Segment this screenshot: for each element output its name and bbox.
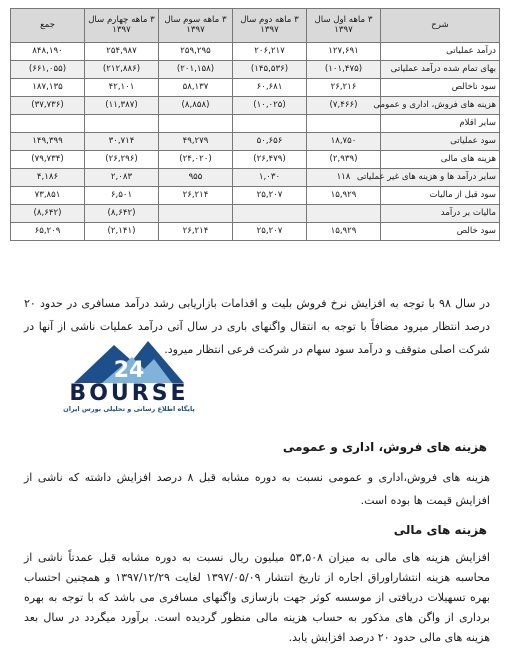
financial-table [10,8,500,241]
logo-number: 24 [113,358,145,383]
intro-paragraph: در سال ۹۸ با توجه به افزایش نرخ فروش بلیت و اقدامات بازاریابی رشد درآمد مسافری در حدود ۲۰ درصد انتظار میرود مضافاً با توجه به انتقال واگنهای باری در سال آتی درآمد عملیات ناشی از آنها در شرکت اصلی متوقف و درآمد سود سهام در شرکت فرعی انتظار میرود. [24,297,490,356]
cell-q3: (۲۴,۰۲۰) [159,151,233,169]
cell-q3: ۹۵۵ [159,169,233,187]
mountain-24-icon [74,339,184,383]
row-description: هزینه های مالی [381,151,500,169]
cell-total: ۶۵,۲۰۹ [11,223,85,241]
row-description: سود قبل از مالیات [381,187,500,205]
cell-q2 [233,115,307,133]
row-description: بهای تمام شده درآمد عملیاتی [381,61,500,79]
cell-total: ۸۴۸,۱۹۰ [11,43,85,61]
bourse24-logo [56,339,202,416]
cell-total: ۴,۱۸۶ [11,169,85,187]
column-header-year: ۱۳۹۷ [334,24,353,35]
cell-q4: ۲۵۴,۹۸۷ [85,43,159,61]
cell-total: (۸,۶۴۲) [11,205,85,223]
cell-q2: ۲۰۶,۲۱۷ [233,43,307,61]
cell-q1: (۷,۴۶۶) [307,97,381,115]
cell-q2: ۶۰,۶۸۱ [233,79,307,97]
row-description: سایر اقلام [381,115,500,133]
table-row [11,97,500,115]
cell-q1: (۲,۹۳۹) [307,151,381,169]
row-description: مالیات بر درآمد [381,205,500,223]
cell-q3: ۲۶,۲۱۴ [159,223,233,241]
cell-q4: (۸,۶۴۲) [85,205,159,223]
cell-q1 [307,205,381,223]
table-row [11,151,500,169]
cell-q2 [233,205,307,223]
cell-q2: (۲۶,۴۷۹) [233,151,307,169]
cell-q4: ۴۲,۱۰۱ [85,79,159,97]
table-row [11,79,500,97]
table-row [11,43,500,61]
column-header-year: ۱۳۹۷ [112,24,131,35]
table-row [11,205,500,223]
cell-q1: ۲۶,۲۱۶ [307,79,381,97]
logo-subtitle: پایگاه اطلاع رسانی و تحلیلی بورس ایران [63,405,195,413]
row-description: سایر درآمد ها و هزینه های غیر عملیاتی [381,169,500,187]
section-body-sales-admin: هزینه های فروش،اداری و عمومی نسبت به دوره مشابه قبل ۸ درصد افزایش داشته که ناشی از افزایش قیمت ها بوده است. [24,471,490,507]
column-header-label: ۳ ماهه چهارم سال [88,14,155,25]
section-body-financial-costs: افزایش هزینه های مالی به میزان ۵۳,۵۰۸ میلیون ریال نسبت به دوره مشابه قبل عمدتاً ناشی از محاسبه هزینه انتشاراوراق اجاره از تاریخ انتشار ۱۳۹۷/۰۵/۰۹ لغایت ۱۳۹۷/۱۲/۲۹ و همچنین احتساب بهره تسهیلات دریافتی از موسسه کوثر جهت بازسازی واگنهای مسافری می باشد که با توجه به بهره برداری از واگن های مذکور به حساب هزینه مالی منظور گردیده است. برآورد میگردد در سال بعد هزینه های مالی حدود ۲۰ درصد افزایش یابد. [24,551,490,644]
cell-total [11,115,85,133]
cell-q3: (۸,۸۵۸) [159,97,233,115]
row-description: سود عملیاتی [381,133,500,151]
table-row [11,223,500,241]
cell-q4: ۲,۰۸۳ [85,169,159,187]
column-header [11,9,85,43]
column-header-label: ۳ ماهه دوم سال [240,14,299,25]
cell-q3 [159,205,233,223]
cell-q3: (۲۰۱,۱۵۸) [159,61,233,79]
cell-total: (۷۹,۷۳۴) [11,151,85,169]
column-header-label: جمع [40,19,55,30]
cell-q4: (۲۶,۲۹۶) [85,151,159,169]
table-body [11,43,500,241]
cell-q4: (۱۱,۳۸۷) [85,97,159,115]
section-heading-sales-admin: هزینه های فروش، اداری و عمومی [282,440,487,454]
cell-q1: ۱۱۸ [307,169,381,187]
cell-q3: ۲۵۹,۲۹۵ [159,43,233,61]
cell-q4: ۳۰,۷۱۴ [85,133,159,151]
cell-q2: ۲۵,۲۰۷ [233,223,307,241]
column-header-label: ۳ ماهه سوم سال [164,14,227,25]
column-header-label: ۳ ماهه اول سال [314,14,373,25]
cell-q2: ۵۰,۶۵۶ [233,133,307,151]
cell-q3 [159,115,233,133]
cell-q4: ۶,۵۰۱ [85,187,159,205]
cell-q3: ۵۸,۱۳۷ [159,79,233,97]
cell-q2: (۱۴۵,۵۳۶) [233,61,307,79]
column-header [233,9,307,43]
column-header [159,9,233,43]
cell-q4: (۲۱۲,۸۸۶) [85,61,159,79]
logo-wordmark: BOURSE [69,381,189,406]
cell-total: (۳۷,۷۳۶) [11,97,85,115]
cell-q2: ۲۵,۲۰۷ [233,187,307,205]
cell-q2: ۱,۰۳۰ [233,169,307,187]
column-header-label: شرح [431,19,449,30]
cell-total: ۱۴۹,۳۹۹ [11,133,85,151]
table-row [11,187,500,205]
cell-q1: (۱۰۱,۴۷۵) [307,61,381,79]
table-header-row [11,9,500,43]
cell-total: ۱۸۷,۱۳۵ [11,79,85,97]
cell-q1: ۱۵,۹۲۹ [307,187,381,205]
cell-q4: (۲,۱۴۱) [85,223,159,241]
cell-q3: ۲۶,۲۱۴ [159,187,233,205]
cell-total: (۶۶۱,۰۵۵) [11,61,85,79]
column-header-year: ۱۳۹۷ [186,24,205,35]
table-row [11,115,500,133]
cell-q4 [85,115,159,133]
cell-q1: ۱۸,۷۵۰ [307,133,381,151]
row-description: سود ناخالص [381,79,500,97]
column-header [381,9,500,43]
column-header [307,9,381,43]
row-description: هزینه های فروش، اداری و عمومی [381,97,500,115]
cell-q1: ۱۲۷,۶۹۱ [307,43,381,61]
cell-total: ۷۳,۸۵۱ [11,187,85,205]
row-description: درآمد عملیاتی [381,43,500,61]
cell-q1 [307,115,381,133]
section-heading-financial-costs: هزینه های مالی [393,523,487,537]
table-row [11,61,500,79]
cell-q1: ۱۵,۹۲۹ [307,223,381,241]
row-description: سود خالص [381,223,500,241]
table-row [11,133,500,151]
column-header-year: ۱۳۹۷ [260,24,279,35]
table-row [11,169,500,187]
cell-q2: (۱۰,۰۲۵) [233,97,307,115]
cell-q3: ۴۹,۲۷۹ [159,133,233,151]
column-header [85,9,159,43]
